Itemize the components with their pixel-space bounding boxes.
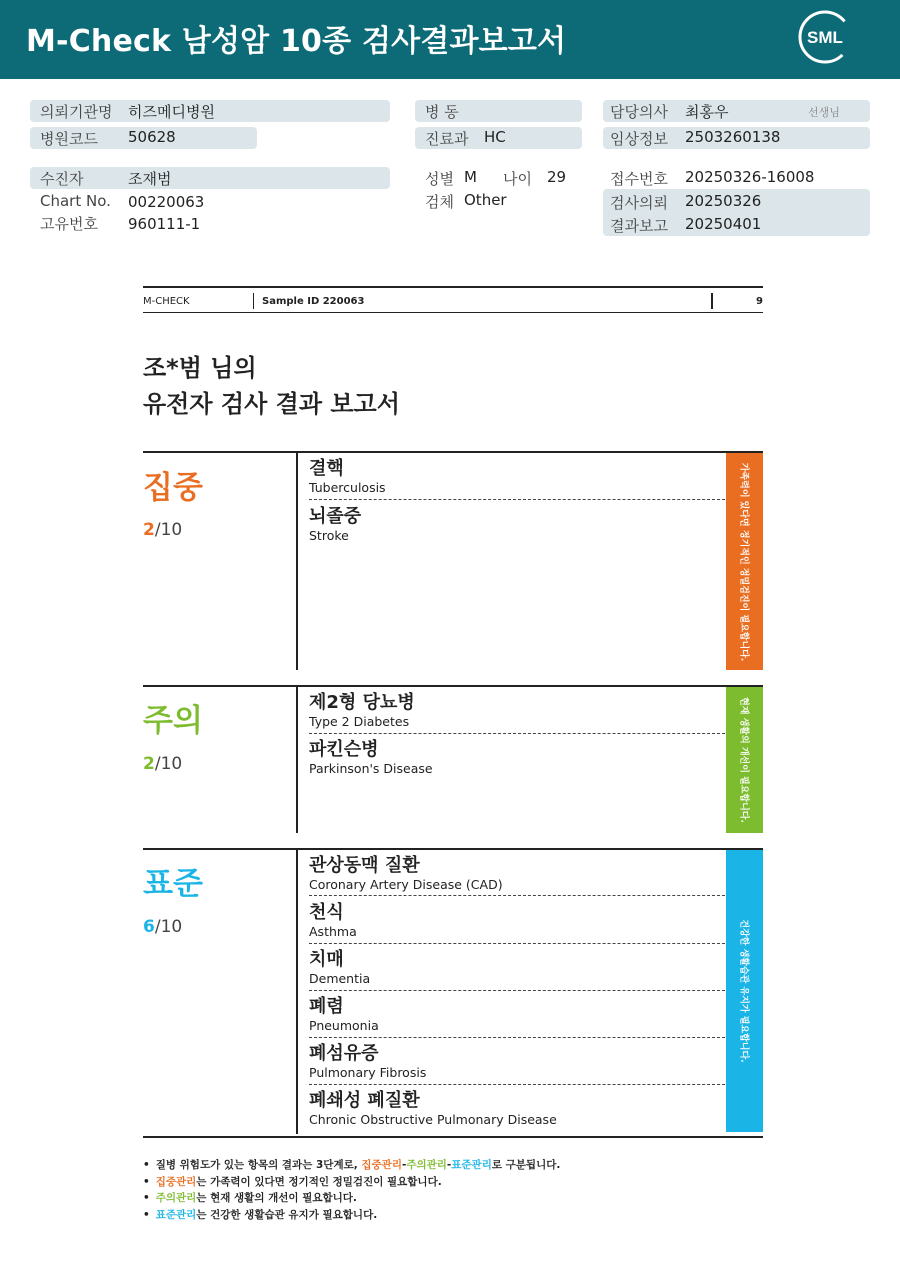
chart-no-value: 00220063 <box>128 193 205 211</box>
disease-item <box>309 996 725 1034</box>
section-focus-title: 집중 <box>143 470 203 506</box>
report-date-value: 20250401 <box>685 215 762 233</box>
patient-label: 수진자 <box>40 170 84 188</box>
section-standard-divider <box>296 850 298 1134</box>
unique-no-value: 960111-1 <box>128 215 201 233</box>
logo-text: SML <box>807 28 843 47</box>
disease-name-ko: 관상동맥 질환 <box>309 855 420 876</box>
department-label: 진료과 <box>425 130 469 148</box>
section-caution-score-count: 2 <box>143 754 155 774</box>
note-3 <box>143 1190 357 1205</box>
note-1 <box>143 1157 560 1172</box>
patient-value: 조재범 <box>128 170 172 188</box>
clinical-info-value: 2503260138 <box>685 128 781 146</box>
receipt-no-label: 접수번호 <box>610 170 668 188</box>
section-standard-top-rule <box>143 848 763 850</box>
note-4-rest: 는 건강한 생활습관 유지가 필요합니다. <box>196 1209 378 1221</box>
item-separator <box>309 943 725 944</box>
note-1-sep2: - <box>446 1159 452 1171</box>
note-2 <box>143 1174 442 1189</box>
section-focus-side-banner <box>726 453 763 670</box>
item-separator <box>309 990 725 991</box>
note-2-key: 집중관리 <box>155 1176 197 1188</box>
receipt-no-value: 20250326-16008 <box>685 168 815 186</box>
institution-value: 히즈메디병원 <box>128 103 215 121</box>
note-2-rest: 는 가족력이 있다면 정기적인 정밀검진이 필요합니다. <box>196 1176 442 1188</box>
disease-name-ko: 폐렴 <box>309 996 344 1017</box>
disease-name-en: Dementia <box>309 971 371 986</box>
disease-name-ko: 폐섬유증 <box>309 1043 379 1064</box>
request-date-label: 검사의뢰 <box>610 194 668 212</box>
age-value: 29 <box>547 168 567 186</box>
note-4-key: 표준관리 <box>155 1209 197 1221</box>
disease-name-en: Asthma <box>309 924 357 939</box>
note-1-standard: 표준관리 <box>451 1159 492 1171</box>
disease-item <box>309 1090 725 1128</box>
disease-name-en: Type 2 Diabetes <box>309 714 410 729</box>
note-1-pre: 질병 위험도가 있는 항목의 결과는 3단계로, <box>155 1159 362 1171</box>
disease-item <box>309 458 725 496</box>
section-standard-score-count: 6 <box>143 917 155 937</box>
page-number: 9 <box>756 296 763 307</box>
age-label: 나이 <box>503 170 532 188</box>
chart-no-label: Chart No. <box>40 192 111 210</box>
report-title: M-Check 남성암 10종 검사결과보고서 <box>26 24 567 59</box>
note-1-caution: 주의관리 <box>406 1159 447 1171</box>
note-3-rest: 는 현재 생활의 개선이 필요합니다. <box>196 1192 357 1204</box>
sections-bottom-rule <box>143 1136 763 1138</box>
item-separator <box>309 1037 725 1038</box>
section-standard-side-banner <box>726 850 763 1132</box>
disease-name-ko: 파킨슨병 <box>309 739 379 760</box>
disease-item <box>309 506 725 544</box>
report-heading-line2: 유전자 검사 결과 보고서 <box>143 390 400 418</box>
doctor-label: 담당의사 <box>610 103 668 121</box>
disease-name-ko: 치매 <box>309 949 344 970</box>
disease-item <box>309 902 725 940</box>
sample-id: Sample ID 220063 <box>262 296 365 307</box>
section-caution-title: 주의 <box>143 703 203 739</box>
note-bullet: • <box>143 1209 150 1221</box>
patient-row-bg <box>30 167 390 189</box>
page-header-divider <box>253 293 254 309</box>
section-standard-score <box>143 917 182 937</box>
report-heading-line1: 조*범 님의 <box>143 354 257 382</box>
section-caution-score <box>143 754 182 774</box>
disease-item <box>309 1043 725 1081</box>
note-1-focus: 집중관리 <box>361 1159 402 1171</box>
section-caution-side-banner <box>726 687 763 833</box>
hospital-code-value: 50628 <box>128 128 176 146</box>
sml-logo <box>797 9 853 65</box>
disease-name-ko: 폐쇄성 폐질환 <box>309 1090 420 1111</box>
disease-item <box>309 855 725 893</box>
request-date-value: 20250326 <box>685 192 762 210</box>
note-bullet: • <box>143 1192 150 1204</box>
disease-name-en: Tuberculosis <box>309 480 386 495</box>
section-caution-score-total: /10 <box>154 754 183 774</box>
ward-label: 병 동 <box>425 103 459 121</box>
institution-label: 의뢰기관명 <box>40 103 113 121</box>
disease-name-en: Coronary Artery Disease (CAD) <box>309 877 503 892</box>
page-brand: M-CHECK <box>143 296 190 307</box>
disease-name-en: Pulmonary Fibrosis <box>309 1065 427 1080</box>
disease-name-ko: 천식 <box>309 902 344 923</box>
disease-name-en: Parkinson's Disease <box>309 761 433 776</box>
item-separator <box>309 499 725 500</box>
page-header-divider-right <box>711 293 713 309</box>
hospital-code-label: 병원코드 <box>40 130 98 148</box>
disease-item <box>309 949 725 987</box>
section-focus-top-rule <box>143 451 763 453</box>
item-separator <box>309 1084 725 1085</box>
clinical-info-label: 임상정보 <box>610 130 668 148</box>
disease-name-ko: 결핵 <box>309 458 344 479</box>
page-header-bottom-rule <box>143 312 763 313</box>
section-caution-divider <box>296 687 298 833</box>
section-standard-score-total: /10 <box>154 917 183 937</box>
sex-value: M <box>464 168 477 186</box>
section-focus-divider <box>296 453 298 670</box>
section-focus-side-text: 가족력이 있다면 정기적인 정밀검진이 필요합니다. <box>738 462 748 661</box>
sex-label: 성별 <box>425 170 454 188</box>
disease-name-ko: 제2형 당뇨병 <box>309 692 415 713</box>
disease-name-en: Chronic Obstructive Pulmonary Disease <box>309 1112 557 1127</box>
disease-name-en: Pneumonia <box>309 1018 379 1033</box>
note-3-key: 주의관리 <box>155 1192 197 1204</box>
section-focus-score-total: /10 <box>154 520 183 540</box>
disease-name-ko: 뇌졸중 <box>309 506 362 527</box>
section-focus-score-count: 2 <box>143 520 155 540</box>
doctor-suffix: 선생님 <box>808 106 840 119</box>
item-separator <box>309 733 725 734</box>
section-focus-score <box>143 520 182 540</box>
note-1-post: 로 구분됩니다. <box>491 1159 561 1171</box>
page-top-rule <box>143 286 763 288</box>
note-4 <box>143 1207 377 1222</box>
section-standard-side-text: 건강한 생활습관 유지가 필요합니다. <box>738 919 748 1063</box>
section-caution-side-text: 현재 생활의 개선이 필요합니다. <box>738 697 748 823</box>
doctor-value: 최홍우 <box>685 103 729 121</box>
disease-item <box>309 692 725 730</box>
note-1-sep1: - <box>401 1159 407 1171</box>
disease-item <box>309 739 725 777</box>
specimen-label: 검체 <box>425 193 454 211</box>
section-caution-top-rule <box>143 685 763 687</box>
report-header-bar <box>0 0 900 79</box>
section-standard-title: 표준 <box>143 866 203 902</box>
specimen-value: Other <box>464 191 507 209</box>
unique-no-label: 고유번호 <box>40 215 98 233</box>
note-bullet: • <box>143 1159 150 1171</box>
note-bullet: • <box>143 1176 150 1188</box>
department-value: HC <box>484 128 506 146</box>
disease-name-en: Stroke <box>309 528 349 543</box>
report-date-label: 결과보고 <box>610 217 668 235</box>
item-separator <box>309 895 725 896</box>
